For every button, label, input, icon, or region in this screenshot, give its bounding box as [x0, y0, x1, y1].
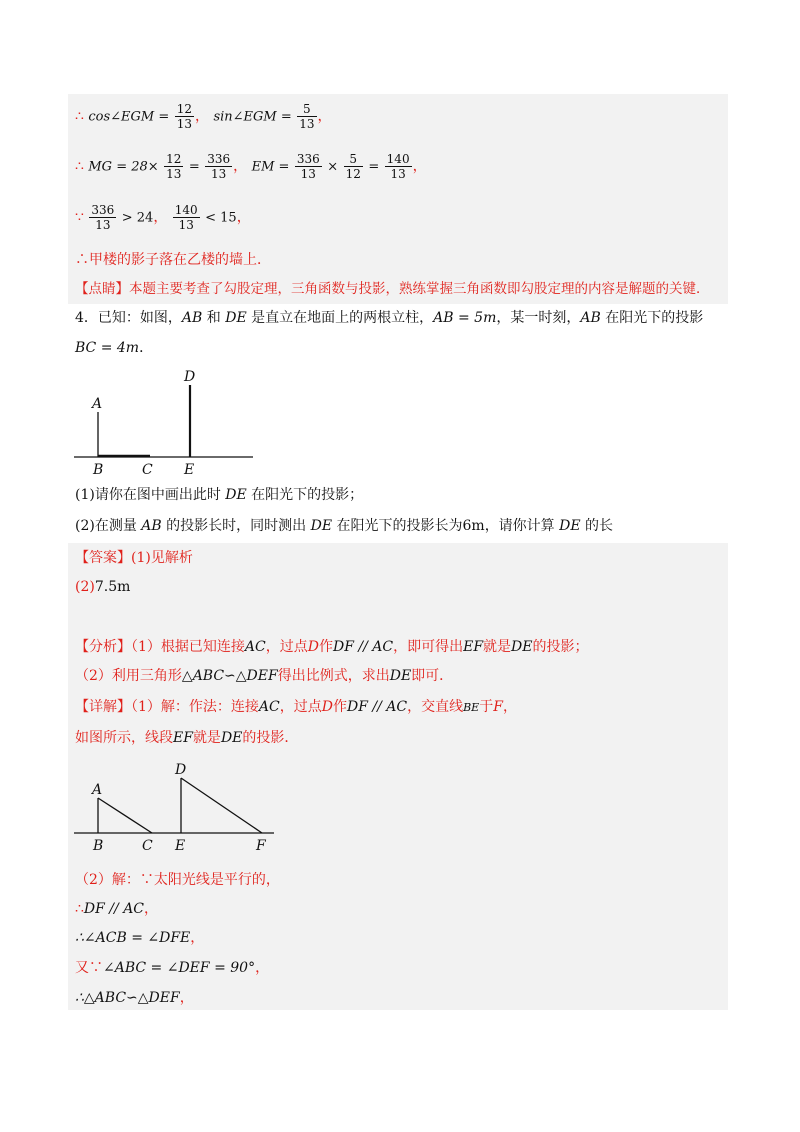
label-f-2: F: [256, 838, 266, 854]
fraction: $\frac{140}{13}$: [174, 203, 198, 232]
sub-question-2: (2)在测量 AB 的投影长时，同时测出 DE 在阳光下的投影长为6m，请你计算 DE 的长: [75, 518, 614, 534]
label-d: D: [184, 369, 196, 385]
answer-1: 【答案】(1)见解析: [75, 550, 193, 566]
mg-expr: MG = 28×: [88, 159, 159, 175]
mg-em-line: ∴ MG = 28× $\frac{12}{13}$ = $\frac{336}{13}$ ， EM = $\frac{336}{13}$ × $\frac{5}{12}$ = $\frac{140}{13}$ ，: [75, 152, 427, 181]
fraction: $\frac{336}{13}$: [207, 152, 231, 181]
label-a: A: [92, 396, 103, 412]
answer-2: (2)7.5m: [75, 579, 131, 595]
label-e-2: E: [175, 838, 186, 854]
label-e: E: [184, 462, 195, 478]
compare-line: ∵ $\frac{336}{13}$ > 24， $\frac{140}{13}$ < 15，: [75, 203, 251, 232]
sin-expr: sin∠EGM =: [213, 109, 292, 125]
fraction: $\frac{12}{13}$: [166, 152, 182, 181]
step-3: ∴∠ACB = ∠DFE，: [75, 930, 205, 946]
step-1: （2）解：∵太阳光线是平行的，: [75, 872, 280, 888]
analysis-2: （2）利用三角形△ABC∽△DEF得出比例式，求出DE即可．: [75, 668, 454, 684]
therefore-symbol: ∴: [75, 158, 84, 175]
analysis-1: 【分析】（1）根据已知连接AC，过点D作DF // AC，即可得出EF就是DE的投影；: [75, 639, 589, 655]
label-d-2: D: [175, 762, 187, 778]
em-expr: EM =: [251, 159, 290, 175]
detail-1: 【详解】（1）解：作法：连接AC，过点D作DF // AC，交直线BE于F，: [75, 699, 517, 715]
fraction: $\frac{5}{13}$: [299, 102, 315, 131]
step-4: 又∵∠ABC = ∠DEF = 90°，: [75, 960, 270, 976]
detail-2: 如图所示，线段EF就是DE的投影．: [75, 730, 299, 746]
step-2: ∴DF // AC，: [75, 901, 159, 917]
fraction: $\frac{12}{13}$: [176, 102, 192, 131]
fraction: $\frac{5}{12}$: [345, 152, 361, 181]
comment-line: 【点睛】本题主要考查了勾股定理，三角函数与投影，熟练掌握三角函数即勾股定理的内容是解题的关键．: [75, 281, 710, 297]
label-a-2: A: [92, 782, 103, 798]
fraction: $\frac{140}{13}$: [386, 152, 410, 181]
conclusion-line: ∴甲楼的影子落在乙楼的墙上．: [75, 252, 271, 268]
fraction: $\frac{336}{13}$: [91, 203, 115, 232]
fraction: $\frac{336}{13}$: [296, 152, 320, 181]
question-line-1: 4．已知：如图，AB 和 DE 是直立在地面上的两根立柱，AB = 5m，某一时刻，AB 在阳光下的投影: [75, 310, 704, 326]
question-line-2: BC = 4m．: [75, 340, 154, 356]
label-b: B: [93, 462, 104, 478]
step-5: ∴△ABC∽△DEF，: [75, 990, 194, 1006]
label-c: C: [142, 462, 153, 478]
therefore-symbol: ∴: [75, 108, 84, 125]
label-c-2: C: [142, 838, 153, 854]
cos-sin-line: ∴ cos∠EGM = $\frac{12}{13}$ ， sin∠EGM = $\frac{5}{13}$ ，: [75, 102, 332, 131]
label-b-2: B: [93, 838, 104, 854]
cos-expr: cos∠EGM =: [88, 109, 170, 125]
sub-question-1: (1)请你在图中画出此时 DE 在阳光下的投影；: [75, 487, 364, 503]
because-symbol: ∵: [75, 209, 84, 226]
